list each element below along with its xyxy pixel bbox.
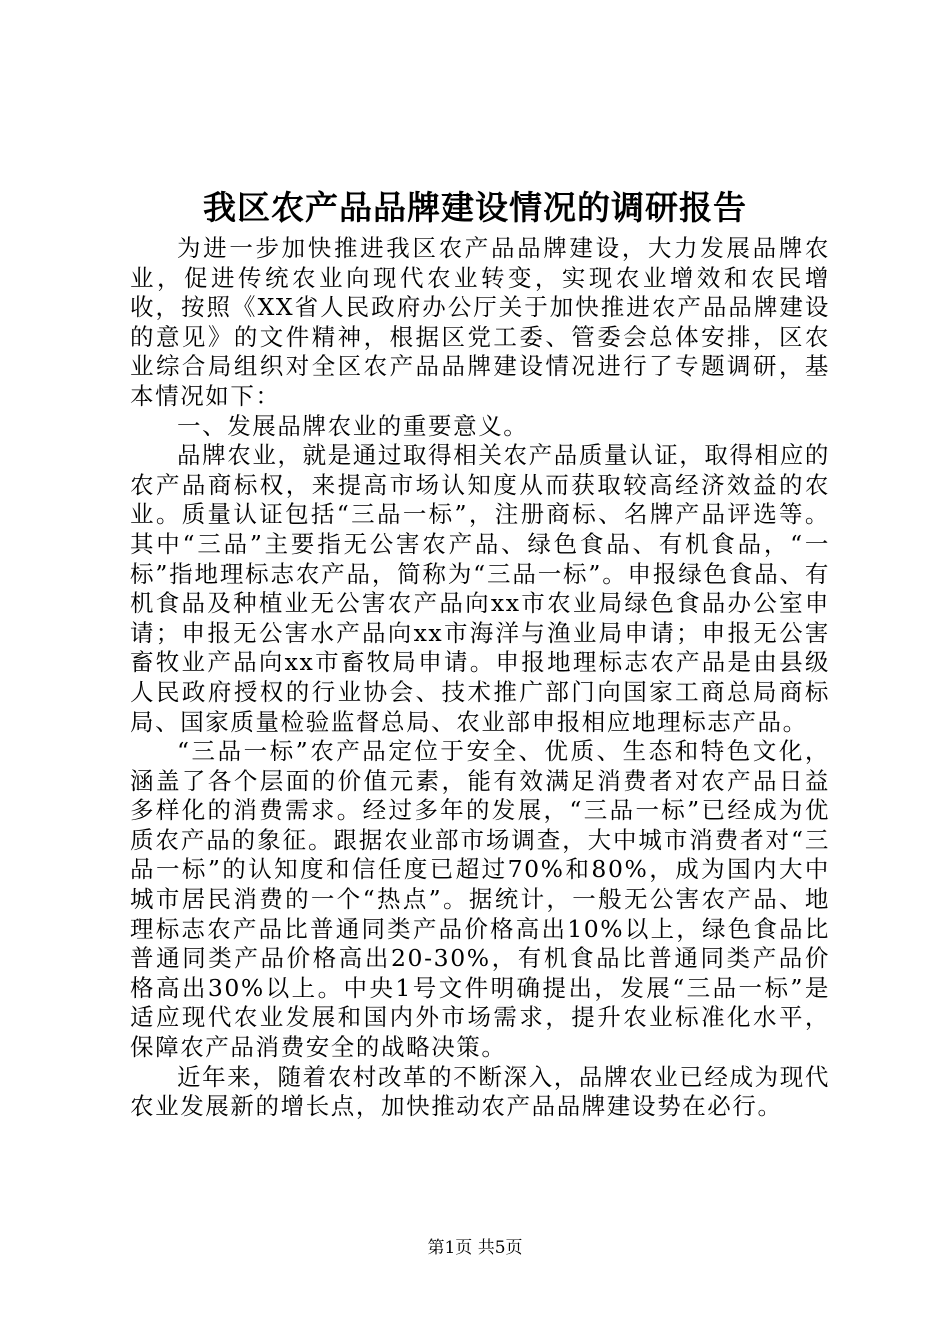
page-footer: 第1页 共5页 (427, 1238, 523, 1258)
section-heading: 一、发展品牌农业的重要意义。 (177, 411, 529, 440)
paragraph-definition: 品牌农业，就是通过取得相关农产品质量认证，取得相应的农产品商标权，来提高市场认知度从而获取较高经济效益的农业。质量认证包括“三品一标”，注册商标、名牌产品评选等。其中“三品”主要指无公害农产品、绿色食品、有机食品，“一标”指地理标志农产品，简称为“三品一标”。申报绿色食品、有机食品及种植业无公害农产品向xx市农业局绿色食品办公室申请；申报无公害水产品向xx市海洋与渔业局申请；申报无公害畜牧业产品向xx市畜牧局申请。申报地理标志农产品是由县级人民政府授权的行业协会、技术推广部门向国家工商总局商标局、国家质量检验监督总局、农业部申报相应地理标志产品。 (130, 441, 830, 736)
paragraph-intro: 为进一步加快推进我区农产品品牌建设，大力发展品牌农业，促进传统农业向现代农业转变，实现农业增效和农民增收，按照《XX省人民政府办公厅关于加快推进农产品品牌建设的意见》的文件精神，根据区党工委、管委会总体安排，区农业综合局组织对全区农产品品牌建设情况进行了专题调研，基本情况如下： (130, 234, 830, 410)
document-title: 我区农产品品牌建设情况的调研报告 (203, 188, 747, 227)
document-body (130, 234, 830, 1122)
paragraph-positioning: “三品一标”农产品定位于安全、优质、生态和特色文化，涵盖了各个层面的价值元素，能有效满足消费者对农产品日益多样化的消费需求。经过多年的发展，“三品一标”已经成为优质农产品的象征。跟据农业部市场调查，大中城市消费者对“三品一标”的认知度和信任度已超过70%和80%，成为国内大中城市居民消费的一个“热点”。据统计，一般无公害农产品、地理标志农产品比普通同类产品价格高出10%以上，绿色食品比普通同类产品价格高出20-30%，有机食品比普通同类产品价格高出30%以上。中央1号文件明确提出，发展“三品一标”是适应现代农业发展和国内外市场需求，提升农业标准化水平，保障农产品消费安全的战略决策。 (130, 737, 830, 1062)
paragraph-recent-years: 近年来，随着农村改革的不断深入，品牌农业已经成为现代农业发展新的增长点，加快推动农产品品牌建设势在必行。 (130, 1062, 830, 1121)
